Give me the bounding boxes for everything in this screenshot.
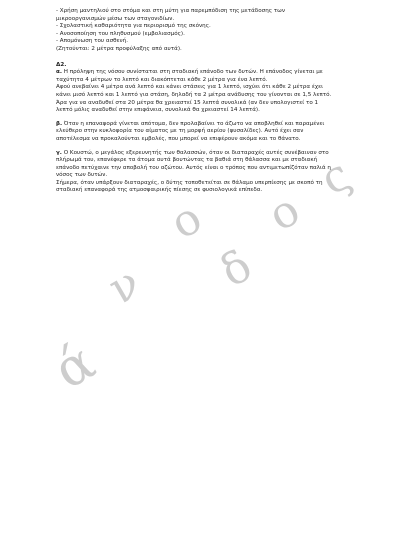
answer-a-label: α.: [56, 69, 62, 76]
document-body: [56, 8, 362, 195]
answer-c-line: επάνοδο πετύχαινε την αποβολή του αζώτου. Αυτός είναι ο τρόπος που αντιμετωπίζόταν παλιά η: [56, 164, 331, 171]
answer-a-line: [56, 69, 362, 77]
watermark-letter: δ: [212, 240, 261, 298]
answer-c-text: Ο Κουστώ, ο μεγάλος εξερευνητής των θαλασσών, όταν οι διαταραχές αυτές συνέβαιναν στο: [63, 149, 329, 156]
watermark-letter: ο: [260, 184, 309, 242]
answer-c-line: νόσος των δυτών.: [56, 172, 108, 179]
intro-line: (Ζητούνται: 2 μέτρα προφύλαξης από αυτά).: [56, 45, 182, 52]
intro-line: - Χρήση μαντηλιού στο στόμα και στη μύτη για παρεμπόδιση της μετάδοσης των: [56, 8, 285, 14]
answer-c-line: πλήρωμά του, επανέφερε τα άτομα αυτά βουτώντας τα βαθιά στη θάλασσα και με σταδιακή: [56, 157, 318, 164]
answer-c-line: Σήμερα, όταν υπάρξουν διαταραχές, ο δύτης τοποθετείται σε θάλαμο υπερπίεσης με σκοπό τη: [56, 179, 323, 186]
answer-b-line: ελεύθερο στην κυκλοφορία του αίματος με τη μορφή αερίου (φυσαλίδες). Αυτό έχει σαν: [56, 128, 304, 135]
watermark-letter: ν: [100, 256, 149, 315]
intro-line: - Ανοσοποίηση του πληθυσμού (εμβολιασμός).: [56, 30, 185, 37]
answer-c-label: γ.: [56, 149, 62, 156]
answer-a-line: λεπτό μόλις αναδυθεί στην επιφάνεια, συνολικά θα χρειαστεί 14 λεπτά).: [56, 107, 260, 114]
intro-line: μικροοργανισμών μέσω των σταγονιδίων.: [56, 15, 175, 22]
answer-a-line: Άρα για να αναδυθεί στα 20 μέτρα θα χρειαστεί 15 λεπτά συνολικά (αν δεν υπολογιστεί το 1: [56, 99, 319, 106]
answer-a-line: ταχύτητα 4 μέτρων το λεπτό και διακόπτεται κάθε 2 μέτρα για ένα λεπτό.: [56, 76, 268, 83]
answer-c-line: σταδιακή επαναφορά της ατμοσφαιρικής πίεσης σε φυσιολογικά επίπεδα.: [56, 187, 263, 194]
intro-line: - Απομόνωση του ασθενή.: [56, 38, 129, 45]
answer-c-line: [56, 150, 362, 158]
watermark-letter: ς: [312, 149, 359, 206]
answer-a-line: Αφού ανεβαίνει 4 μέτρα ανά λεπτό και κάνει στάσεις για 1 λεπτό, ισχύει ότι κάθε 2 μέτρα έχει: [56, 84, 323, 91]
answer-b-text: Όταν η επαναφορά γίνεται απότομα, δεν προλαβαίνει το άζωτο να αποβληθεί και παραμένει: [63, 120, 325, 127]
answer-b-label: β.: [56, 120, 63, 127]
section-heading: Δ2.: [56, 61, 67, 68]
answer-a-text: Η πρόληψη της νόσου συνίσταται στη σταδιακή επάνοδο των δυτών. Η επάνοδος γίνεται με: [63, 69, 323, 76]
answer-b-line: αποτέλεσμα να προκαλούνται εμβολές, που μπορεί να επιφέρουν ακόμα και το θάνατο.: [56, 135, 301, 142]
watermark-letter: ο: [162, 192, 211, 250]
intro-line: - Σχολαστική καθαριότητα για περιορισμό της σκόνης.: [56, 23, 211, 30]
watermark-letter: ά: [44, 331, 105, 402]
answer-a-line: κάνει μισό λεπτό και 1 λεπτό για στάση, δηλαδή τα 2 μέτρα ανάδυσης του γίνονται σε 1,5 λεπτό.: [56, 91, 332, 98]
